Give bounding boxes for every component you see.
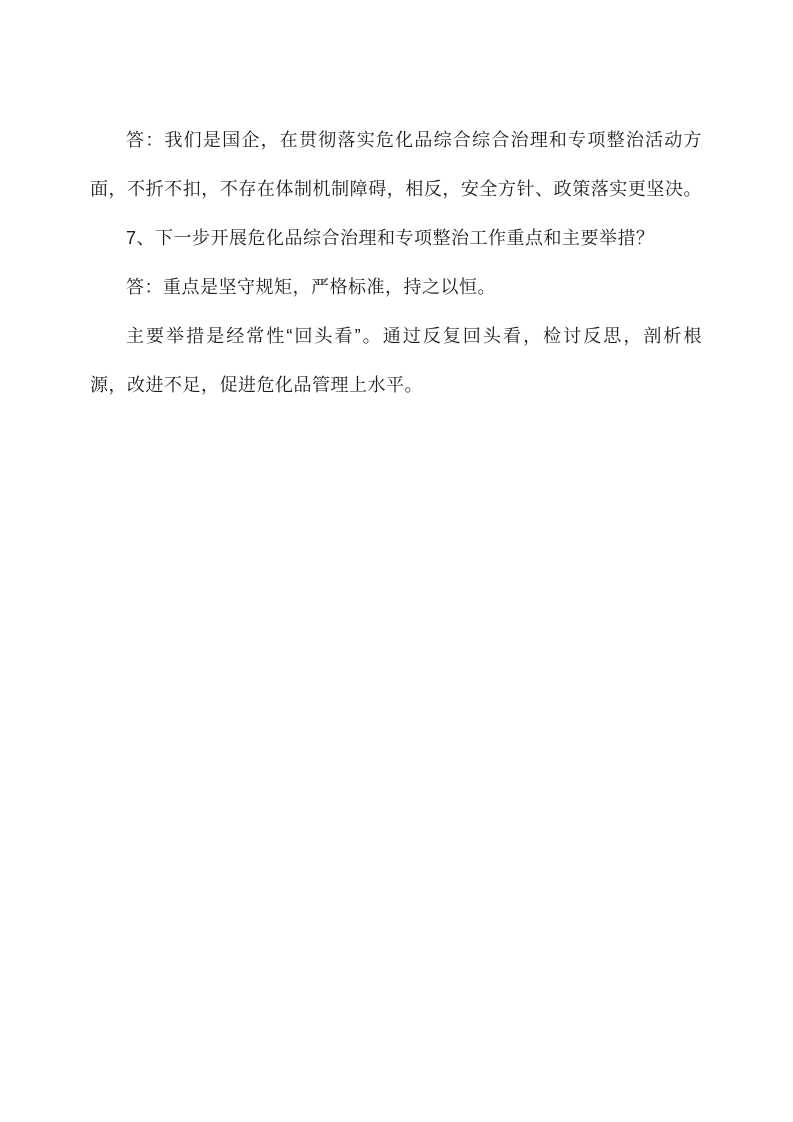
- paragraph: [90, 312, 702, 410]
- text-line: 源，改进不足，促进危化品管理上水平。: [90, 375, 423, 395]
- paragraph: [90, 263, 702, 312]
- text-line: 面，不折不扣，不存在体制机制障碍，相反，安全方针、政策落实更坚决。: [90, 179, 702, 199]
- text-line: 7、下一步开展危化品综合治理和专项整治工作重点和主要举措？: [126, 228, 655, 248]
- paragraph: [90, 116, 702, 214]
- text-line: 主要举措是经常性“回头看”。通过反复回头看，检讨反思，剖析根: [126, 326, 702, 346]
- paragraph: [90, 214, 702, 263]
- document-body: [90, 116, 702, 410]
- text-line: 答：我们是国企，在贯彻落实危化品综合综合治理和专项整治活动方: [126, 130, 702, 150]
- text-line: 答：重点是坚守规矩，严格标准，持之以恒。: [126, 277, 496, 297]
